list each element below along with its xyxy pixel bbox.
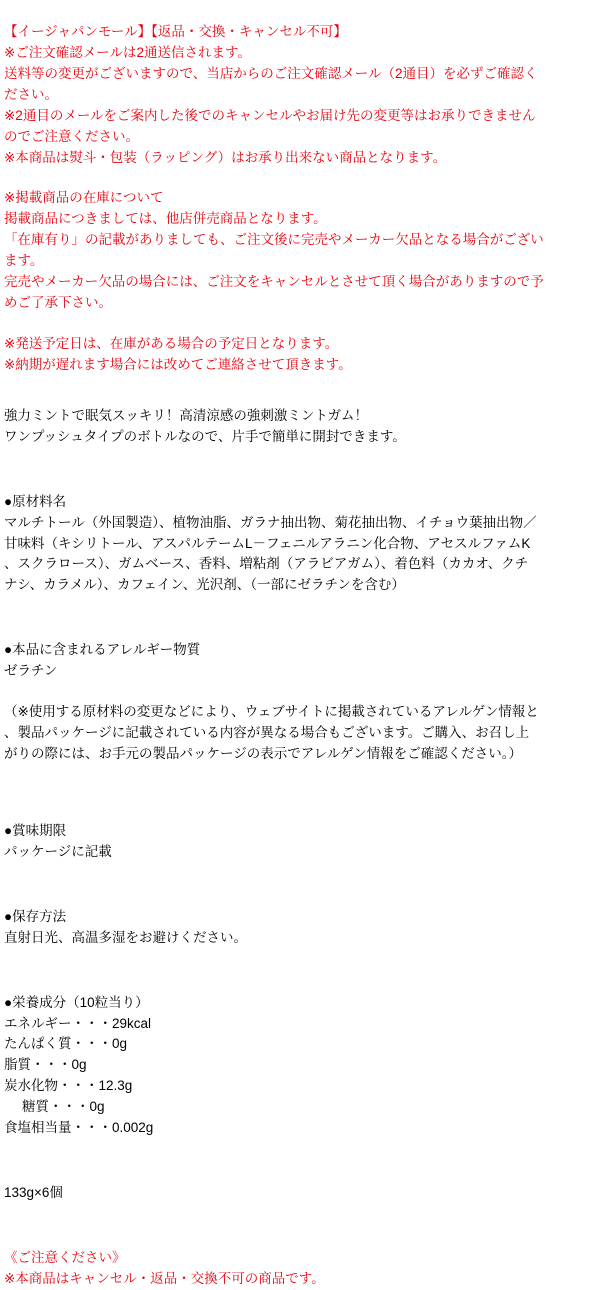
spacer <box>4 1204 592 1248</box>
notice-bottom-block <box>4 1248 592 1290</box>
spacer <box>4 168 592 188</box>
ingredients-heading: ●原材料名 <box>4 493 67 509</box>
spacer <box>4 949 592 993</box>
notice-stock-line: 掲載商品につきましては、他店併売商品となります。 <box>4 211 327 227</box>
spacer <box>4 1139 592 1183</box>
spacer <box>4 682 592 702</box>
notice-top-line: ※本商品は熨斗・包装（ラッピング）はお承り出来ない商品となります。 <box>4 149 447 165</box>
quantity-block <box>4 1183 592 1204</box>
quantity-text: 133g×6個 <box>4 1185 63 1201</box>
notice-stock-line: 「在庫有り」の記載がありましても、ご注文後に完売やメーカー欠品となる場合がござい <box>4 232 544 248</box>
description-line: 強力ミントで眠気スッキリ！高清涼感の強刺激ミントガム！ <box>4 407 368 423</box>
best-before-line: パッケージに記載 <box>4 843 112 859</box>
spacer <box>4 376 592 406</box>
allergens-heading: ●本品に含まれるアレルギー物質 <box>4 642 201 658</box>
ingredients-line: 、スクラロース）、ガムベース、香料、増粘剤（アラビアガム）、着色料（カカオ、クチ <box>4 556 529 572</box>
ingredients-line: ナシ、カラメル）、カフェイン、光沢剤、（一部にゼラチンを含む） <box>4 577 405 593</box>
notice-bottom-line: 《ご注意ください》 <box>4 1249 126 1265</box>
nutrition-heading: ●栄養成分（10粒当り） <box>4 994 149 1010</box>
nutrition-line-sub: 糖質・・・0g <box>22 1099 105 1115</box>
spacer <box>4 863 592 907</box>
storage-line: 直射日光、高温多湿をお避けください。 <box>4 929 247 945</box>
best-before-heading: ●賞味期限 <box>4 822 67 838</box>
notice-top-line: ※2通目のメールをご案内した後でのキャンセルやお届け先の変更等はお承りできません <box>4 107 536 123</box>
ingredients-line: 甘味料（キシリトール、アスパルテームL－フェニルアラニン化合物、アセスルファムK <box>4 535 531 551</box>
storage-heading: ●保存方法 <box>4 908 67 924</box>
nutrition-line: たんぱく質・・・0g <box>4 1036 128 1052</box>
notice-bottom-line: ※本商品はキャンセル・返品・交換不可の商品です。 <box>4 1270 325 1286</box>
description-line: ワンプッシュタイプのボトルなので、片手で簡単に開封できます。 <box>4 428 406 444</box>
notice-stock-line: ます。 <box>4 253 44 269</box>
spacer <box>4 596 592 640</box>
notice-top-block <box>4 22 592 168</box>
nutrition-block <box>4 993 592 1139</box>
allergens-note-line: 、製品パッケージに記載されている内容が異なる場合もございます。ご購入、お召し上 <box>4 725 530 741</box>
notice-shipping-line: ※納期が遅れます場合には改めてご連絡させて頂きます。 <box>4 356 352 372</box>
spacer <box>4 314 592 334</box>
nutrition-line: 脂質・・・0g <box>4 1057 87 1073</box>
best-before-block <box>4 821 592 863</box>
notice-top-line: 【イージャパンモール】【返品・交換・キャンセル不可】 <box>4 24 347 39</box>
spacer <box>4 809 592 821</box>
spacer <box>4 765 592 809</box>
notice-top-line: ※ご注文確認メールは2通送信されます。 <box>4 44 251 60</box>
notice-stock-line: 完売やメーカー欠品の場合には、ご注文をキャンセルとさせて頂く場合がありますので予 <box>4 274 544 290</box>
nutrition-line: エネルギー・・・29kcal <box>4 1015 152 1031</box>
notice-stock-line: めご了承下さい。 <box>4 295 112 311</box>
description-block <box>4 406 592 448</box>
allergens-note-line: がりの際には、お手元の製品パッケージの表示でアレルゲン情報をご確認ください。） <box>4 745 523 761</box>
nutrition-line: 炭水化物・・・12.3g <box>4 1078 133 1094</box>
notice-stock-line: ※掲載商品の在庫について <box>4 190 164 206</box>
notice-stock-block <box>4 188 592 314</box>
notice-shipping-block <box>4 334 592 376</box>
allergens-note-line: （※使用する原材料の変更などにより、ウェブサイトに掲載されているアレルゲン情報と <box>4 704 539 720</box>
storage-block <box>4 907 592 949</box>
notice-top-line: 送料等の変更がございますので、当店からのご注文確認メール（2通目）を必ずご確認く <box>4 65 538 81</box>
notice-top-line: のでご注意ください。 <box>4 128 139 144</box>
spacer <box>4 448 592 492</box>
ingredients-block <box>4 492 592 597</box>
allergens-block <box>4 640 592 682</box>
notice-shipping-line: ※発送予定日は、在庫がある場合の予定日となります。 <box>4 335 339 351</box>
allergens-note-block <box>4 702 592 765</box>
ingredients-line: マルチトール（外国製造）、植物油脂、ガラナ抽出物、菊花抽出物、イチョウ葉抽出物／ <box>4 514 537 530</box>
allergens-line: ゼラチン <box>4 663 58 679</box>
nutrition-line: 食塩相当量・・・0.002g <box>4 1120 154 1136</box>
notice-top-line: ださい。 <box>4 86 58 102</box>
